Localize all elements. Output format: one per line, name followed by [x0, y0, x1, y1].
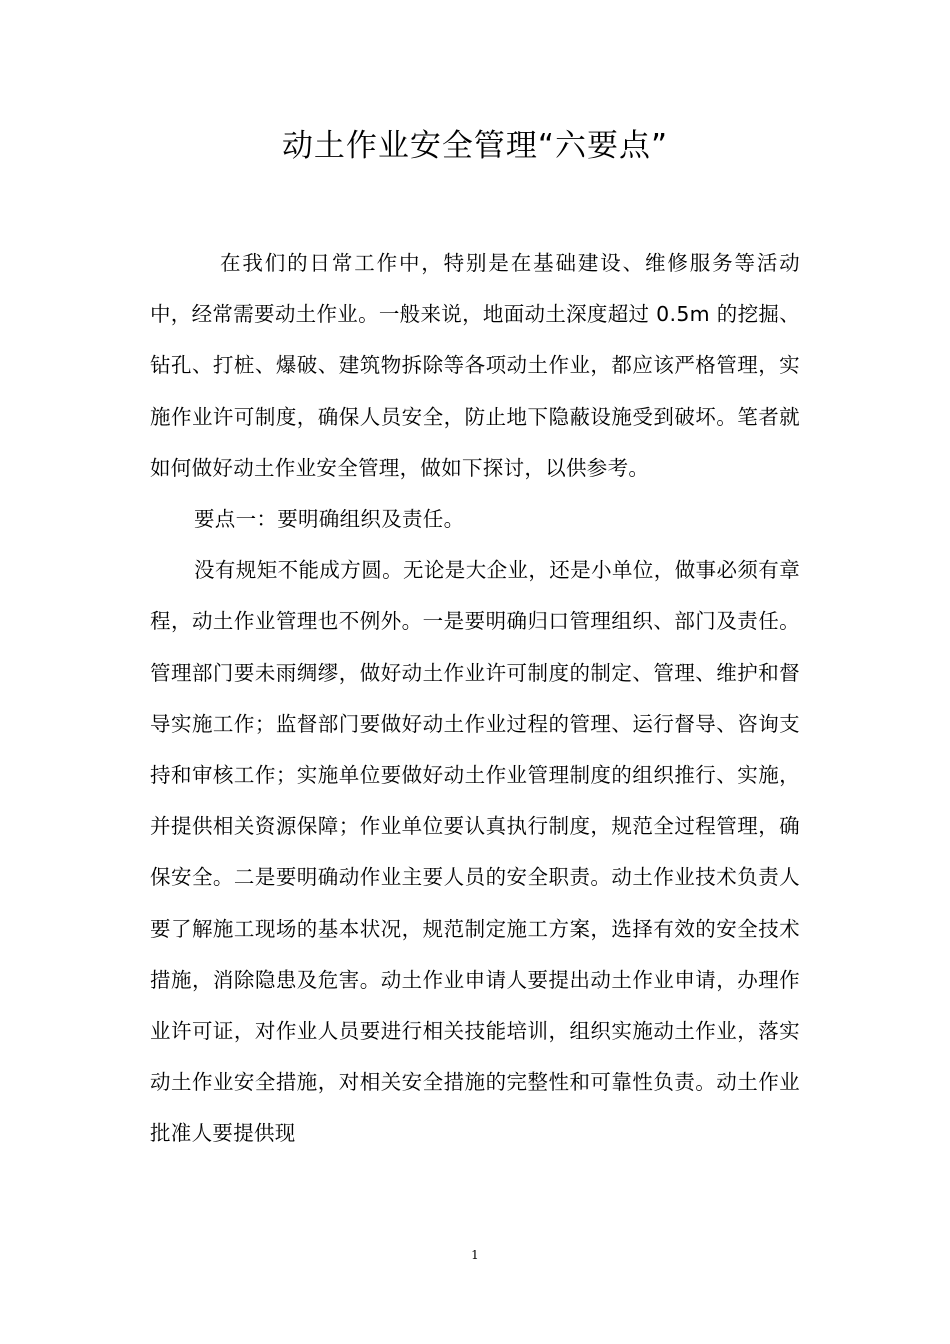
- page-title: 动土作业安全管理“六要点”: [281, 128, 669, 164]
- intro-paragraph: 在我们的日常工作中，特别是在基础建设、维修服务等活动中，经常需要动土作业。一般来说，地面动土深度超过 0.5m 的挖掘、钻孔、打桩、爆破、建筑物拆除等各项动土作业，都应该严格管理，实施作业许可制度，确保人员安全，防止地下隐蔽设施受到破坏。笔者就如何做好动土作业安全管理，做如下探讨，以供参考。: [150, 251, 800, 480]
- body-paragraph: 没有规矩不能成方圆。无论是大企业，还是小单位，做事必须有章程，动土作业管理也不例外。一是要明确归口管理组织、部门及责任。管理部门要未雨绸缪，做好动土作业许可制度的制定、管理、维护和督导实施工作；监督部门要做好动土作业过程的管理、运行督导、咨询支持和审核工作；实施单位要做好动土作业管理制度的组织推行、实施，并提供相关资源保障；作业单位要认真执行制度，规范全过程管理，确保安全。二是要明确动作业主要人员的安全职责。动土作业技术负责人要了解施工现场的基本状况，规范制定施工方案，选择有效的安全技术措施，消除隐患及危害。动土作业申请人要提出动土作业申请，办理作业许可证，对作业人员要进行相关技能培训，组织实施动土作业，落实动土作业安全措施，对相关安全措施的完整性和可靠性负责。动土作业批准人要提供现: [150, 558, 800, 1146]
- page-number: 1: [471, 1248, 479, 1262]
- section-heading: 要点一：要明确组织及责任。: [194, 507, 465, 532]
- document-body: [150, 238, 800, 1160]
